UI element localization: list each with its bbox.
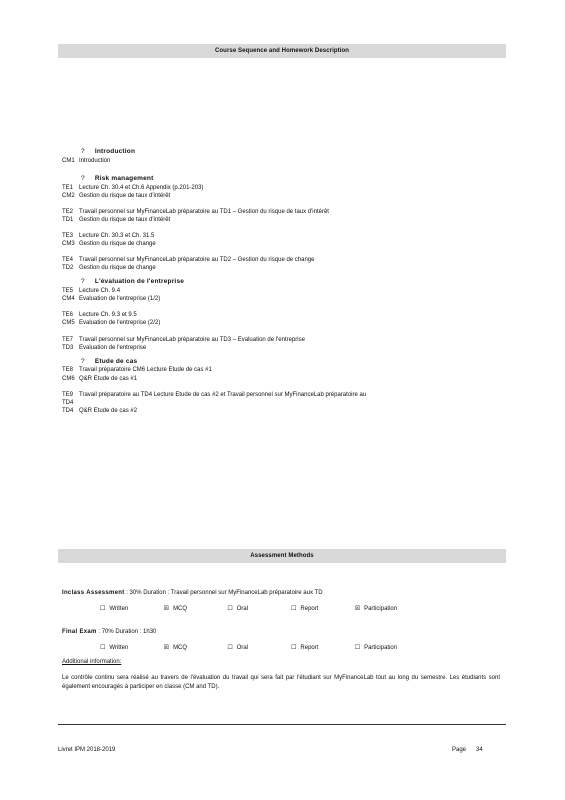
checkbox-icon: ☐	[354, 645, 361, 652]
assessment-methods	[62, 589, 502, 691]
row-td4-cont: TD4	[62, 399, 74, 406]
footer-page-number: Page 34	[452, 747, 483, 753]
final-options	[100, 644, 502, 652]
option-mcq: ☒ MCQ	[163, 606, 188, 613]
row-te9: TE9 Travail préparatoire au TD4 Lecture Etude de cas #2 et Travail personnel sur MyFinanceLab préparatoire au	[62, 391, 367, 398]
option-oral: ☐ Oral	[227, 606, 249, 613]
row-td1: TD1 Gestion du risque de taux d'intérêt	[62, 216, 171, 223]
option-mcq: ☒ MCQ	[163, 645, 188, 652]
checkbox-icon: ☒	[163, 645, 170, 652]
inclass-assessment-line: Inclass Assessment : 30% Duration : Travail personnel sur MyFinanceLab préparatoire aux TD	[62, 590, 323, 596]
option-participation: ☐ Participation	[354, 645, 398, 652]
checkbox-icon: ☐	[291, 606, 297, 613]
checkbox-icon: ☒	[163, 606, 170, 613]
heading-evaluation: ? L'évaluation de l'entreprise	[81, 278, 185, 286]
checkbox-icon: ☐	[227, 645, 233, 652]
row-td4: TD4 Q&R Etude de cas #2	[62, 407, 138, 414]
bullet-marker: ?	[81, 174, 85, 182]
additional-info-label: Additional information:	[62, 659, 122, 666]
row-cm4: CM4 Evaluation de l'entreprise (1/2)	[62, 296, 161, 303]
row-cm1: CM1 Introduction	[62, 157, 111, 164]
row-te1: TE1 Lecture Ch. 30.4 et Ch.6 Appendix (p.201-203)	[62, 184, 204, 191]
row-te2: TE2 Travail personnel sur MyFinanceLab préparatoire au TD1 – Gestion du risque de taux d'intérêt	[62, 208, 329, 215]
row-te6: TE6 Lecture Ch. 9.3 et 9.5	[62, 312, 137, 319]
final-exam-line: Final Exam : 70% Duration : 1h30	[62, 629, 157, 636]
option-participation: ☒ Participation	[354, 606, 398, 613]
heading-risk-management: ? Risk management	[81, 174, 154, 182]
row-cm3: CM3 Gestion du risque de change	[62, 241, 156, 248]
row-te5: TE5 Lecture Ch. 9.4	[62, 288, 121, 295]
assessment-methods-header: Assessment Methods	[58, 549, 506, 563]
option-report: ☐ Report	[291, 606, 319, 613]
heading-case-study: ? Etude de cas	[81, 357, 138, 365]
footer-booklet-title: Livret IPM 2018-2019	[58, 747, 116, 753]
row-te4: TE4 Travail personnel sur MyFinanceLab préparatoire au TD2 – Gestion du risque de change	[62, 257, 315, 264]
checkbox-icon: ☐	[291, 645, 297, 652]
checkbox-icon: ☐	[227, 606, 233, 613]
checkbox-icon: ☒	[354, 606, 361, 613]
course-sequence	[62, 142, 502, 415]
checkbox-icon: ☐	[100, 645, 106, 652]
footer-divider	[58, 724, 506, 725]
bullet-marker: ?	[81, 357, 85, 365]
option-written: ☐ Written	[100, 645, 129, 652]
additional-info-text: Le contrôle continu sera réalisé au travers de l'évaluation du travail qui sera fait par l'étudiant sur MyFinanceLab tout au long du semestre. Les étudiants sont également encouragés à participer en classe (CM and TD).	[62, 675, 500, 690]
row-td3: TD3 Evaluation de l'entreprise	[62, 344, 147, 351]
row-td2: TD2 Gestion du risque de change	[62, 265, 156, 272]
bullet-marker: ?	[81, 278, 85, 286]
checkbox-icon: ☐	[100, 606, 106, 613]
bullet-marker: ?	[81, 148, 85, 155]
course-sequence-header: Course Sequence and Homework Description	[58, 44, 506, 58]
option-written: ☐ Written	[100, 606, 129, 613]
row-cm6: CM6 Q&R Etude de cas #1	[62, 375, 138, 382]
option-report: ☐ Report	[291, 645, 319, 652]
row-cm2: CM2 Gestion du risque de taux d'intérêt	[62, 192, 171, 199]
option-oral: ☐ Oral	[227, 645, 249, 652]
row-te3: TE3 Lecture Ch. 30.3 et Ch. 31.5	[62, 233, 155, 239]
heading-introduction: ? Introduction	[81, 148, 136, 155]
row-cm5: CM5 Evaluation de l'entreprise (2/2)	[62, 320, 161, 327]
row-te7: TE7 Travail personnel sur MyFinanceLab préparatoire au TD3 – Evaluation de l'entreprise	[62, 336, 305, 343]
row-te8: TE8 Travail préparatoire CM6 Lecture Etude de cas #1	[62, 367, 212, 374]
inclass-options	[100, 605, 502, 613]
